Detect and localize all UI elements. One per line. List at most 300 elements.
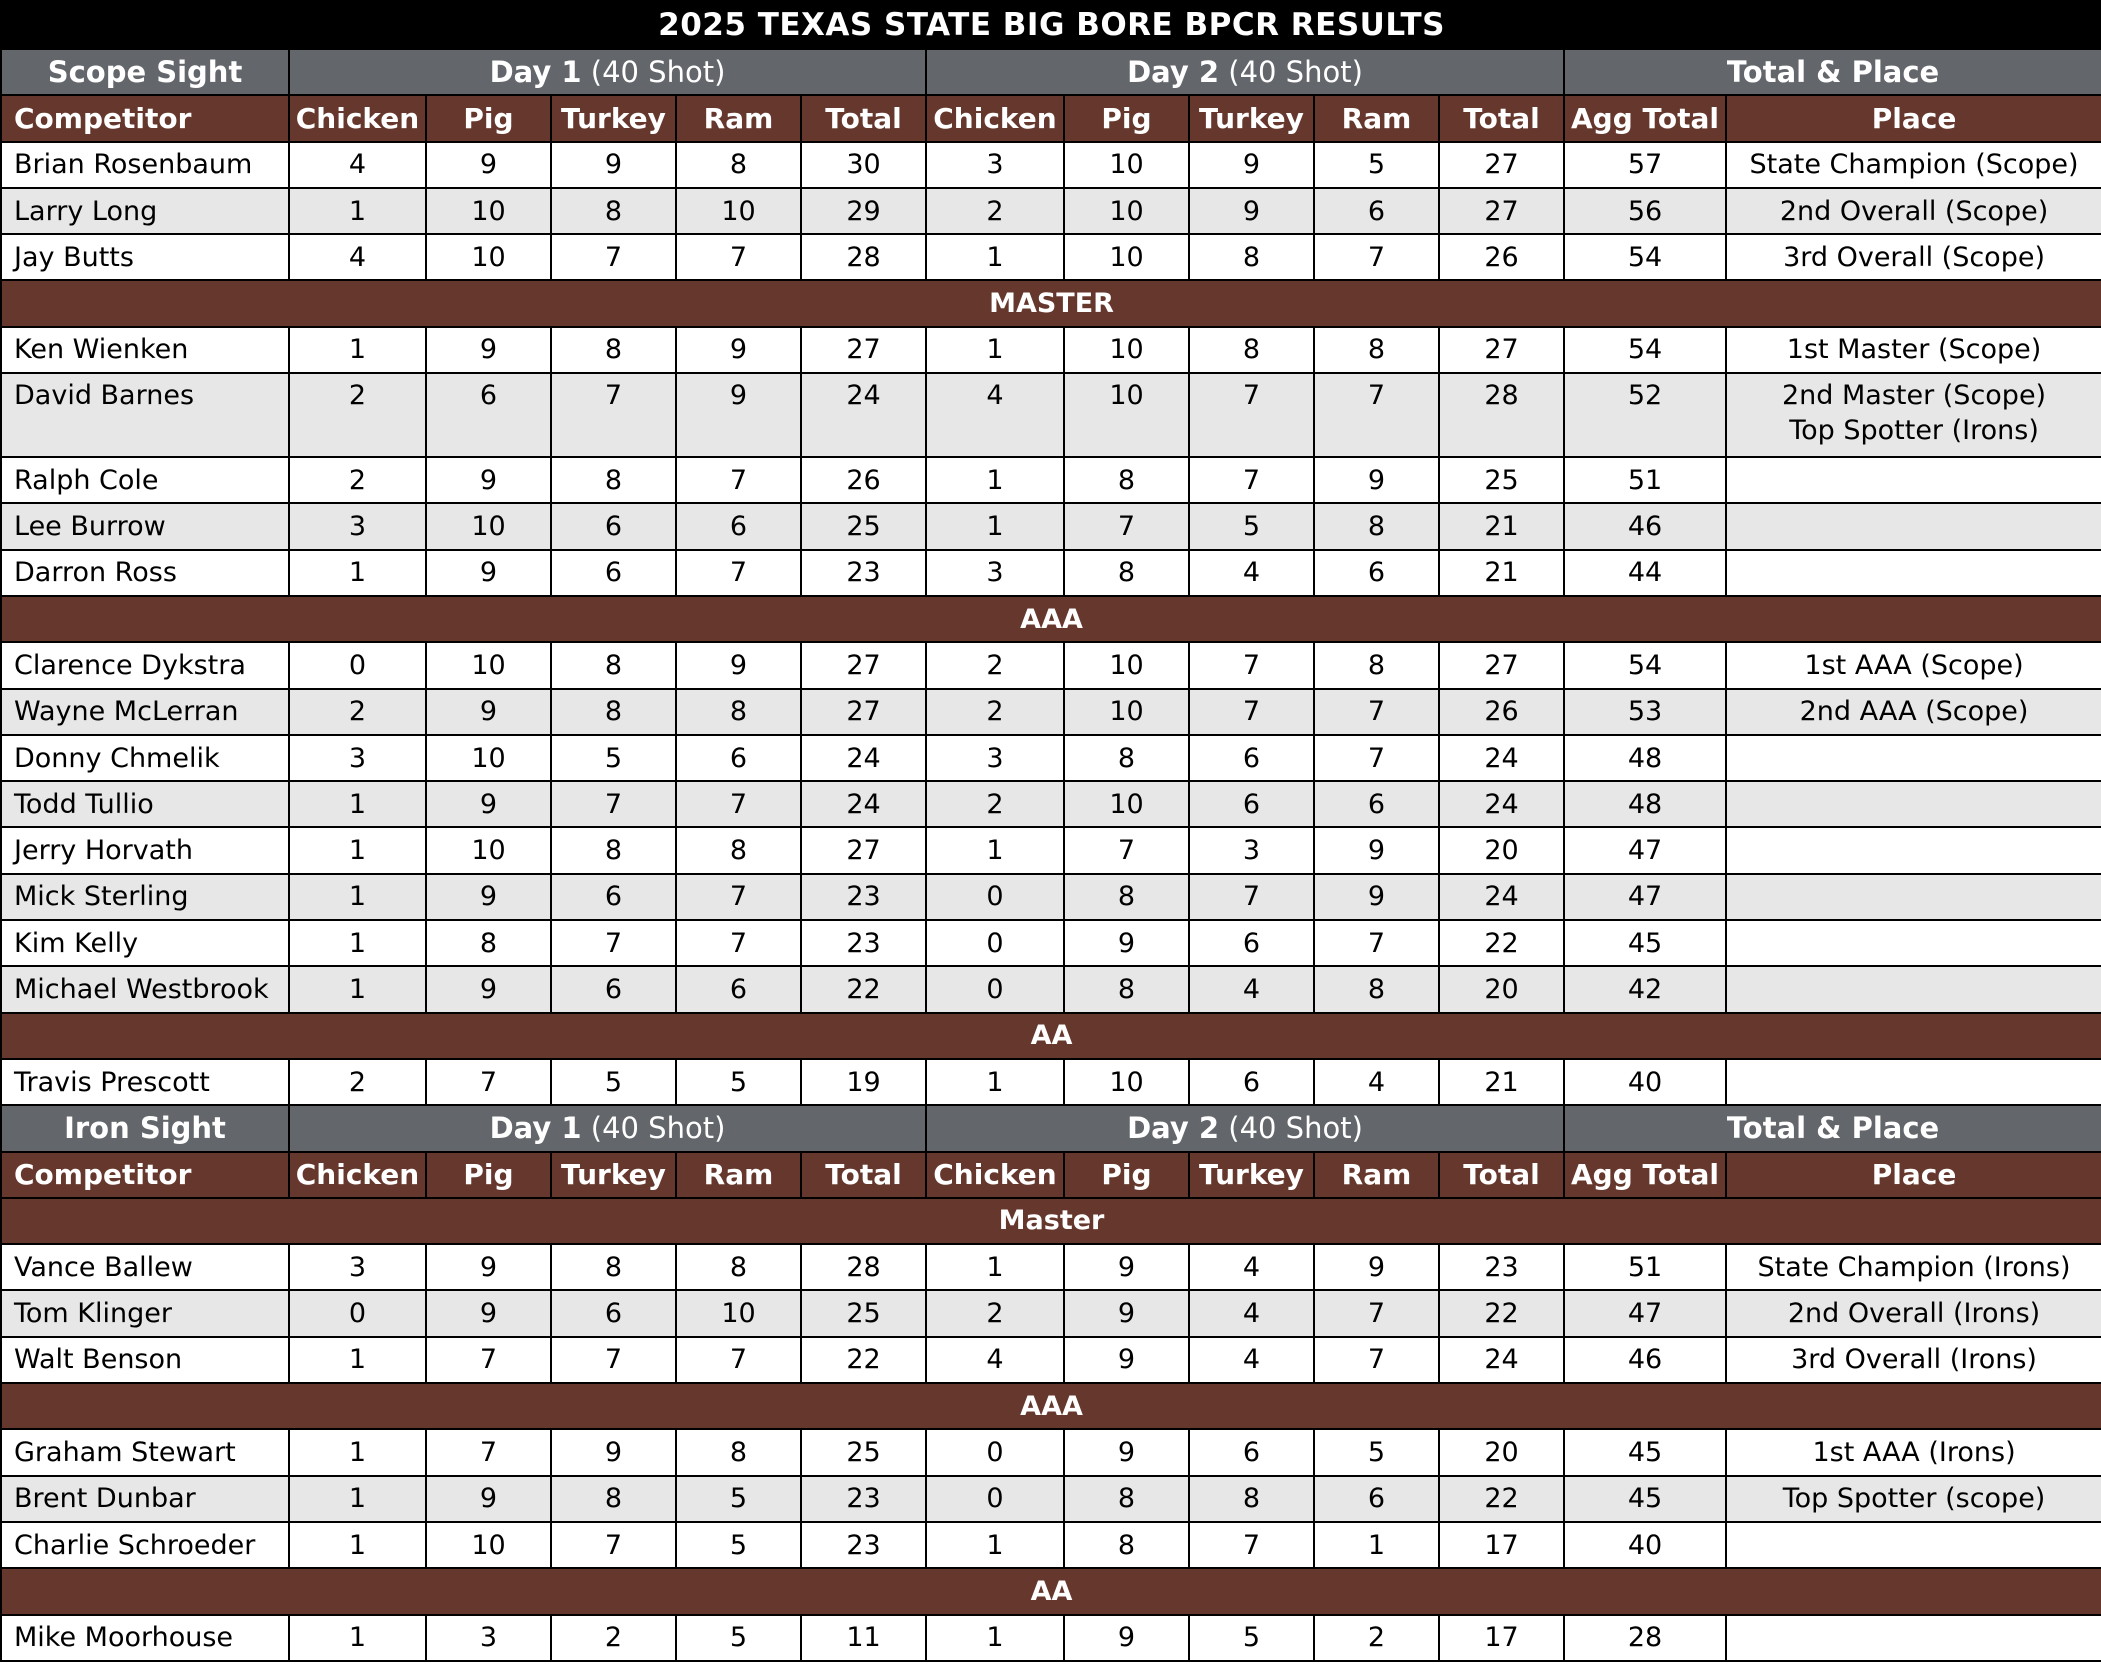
place-cell bbox=[1726, 1059, 2101, 1105]
d1-chicken-cell: 3 bbox=[289, 1244, 426, 1290]
agg-total-cell: 45 bbox=[1564, 920, 1726, 966]
d1-chicken-cell: 1 bbox=[289, 327, 426, 373]
place-cell bbox=[1726, 874, 2101, 920]
d2-chicken-cell: 3 bbox=[926, 142, 1064, 188]
column-header: Chicken bbox=[289, 1152, 426, 1198]
agg-total-cell: 48 bbox=[1564, 735, 1726, 781]
place-cell bbox=[1726, 1615, 2101, 1661]
competitor-cell: Mike Moorhouse bbox=[1, 1615, 289, 1661]
place-cell bbox=[1726, 966, 2101, 1012]
d2-turkey-cell: 6 bbox=[1189, 1059, 1314, 1105]
d1-pig-cell: 10 bbox=[426, 188, 551, 234]
total-place-header: Total & Place bbox=[1564, 49, 2101, 95]
d1-chicken-cell: 2 bbox=[289, 457, 426, 503]
d1-pig-cell: 9 bbox=[426, 457, 551, 503]
d1-pig-cell: 9 bbox=[426, 781, 551, 827]
d1-ram-cell: 7 bbox=[676, 550, 801, 596]
place-text: 2nd Overall (Irons) bbox=[1787, 1298, 2041, 1330]
column-header: Chicken bbox=[926, 1152, 1064, 1198]
d1-chicken-cell: 1 bbox=[289, 781, 426, 827]
d2-total-cell: 27 bbox=[1439, 142, 1564, 188]
d2-pig-cell: 10 bbox=[1064, 642, 1189, 688]
d1-chicken-cell: 1 bbox=[289, 1337, 426, 1383]
d1-chicken-cell: 1 bbox=[289, 1522, 426, 1568]
competitor-cell: Michael Westbrook bbox=[1, 966, 289, 1012]
table-row bbox=[1, 827, 2101, 873]
d1-turkey-cell: 8 bbox=[551, 642, 676, 688]
d1-total-cell: 26 bbox=[801, 457, 926, 503]
d1-turkey-cell: 7 bbox=[551, 920, 676, 966]
d1-total-cell: 27 bbox=[801, 327, 926, 373]
competitor-cell: Larry Long bbox=[1, 188, 289, 234]
d2-chicken-cell: 1 bbox=[926, 1522, 1064, 1568]
d2-ram-cell: 6 bbox=[1314, 1476, 1439, 1522]
agg-total-cell: 51 bbox=[1564, 457, 1726, 503]
d1-ram-cell: 8 bbox=[676, 1244, 801, 1290]
d2-ram-cell: 6 bbox=[1314, 781, 1439, 827]
section-label: MASTER bbox=[1, 280, 2101, 326]
d2-turkey-cell: 4 bbox=[1189, 1290, 1314, 1336]
d1-chicken-cell: 3 bbox=[289, 503, 426, 549]
d1-pig-cell: 6 bbox=[426, 373, 551, 457]
d1-ram-cell: 7 bbox=[676, 874, 801, 920]
d2-pig-cell: 10 bbox=[1064, 373, 1189, 457]
place-cell bbox=[1726, 188, 2101, 234]
d2-pig-cell: 8 bbox=[1064, 735, 1189, 781]
d1-total-cell: 25 bbox=[801, 503, 926, 549]
competitor-cell: Mick Sterling bbox=[1, 874, 289, 920]
table-row bbox=[1, 874, 2101, 920]
section-header-row bbox=[1, 280, 2101, 326]
d2-total-cell: 17 bbox=[1439, 1615, 1564, 1661]
d1-chicken-cell: 0 bbox=[289, 642, 426, 688]
page-title: 2025 TEXAS STATE BIG BORE BPCR RESULTS bbox=[1, 1, 2101, 49]
d2-ram-cell: 8 bbox=[1314, 642, 1439, 688]
table-row bbox=[1, 550, 2101, 596]
d1-turkey-cell: 8 bbox=[551, 827, 676, 873]
agg-total-cell: 56 bbox=[1564, 188, 1726, 234]
d2-pig-cell: 10 bbox=[1064, 689, 1189, 735]
d2-ram-cell: 9 bbox=[1314, 874, 1439, 920]
results-table-body bbox=[1, 1, 2101, 1661]
d1-turkey-cell: 6 bbox=[551, 503, 676, 549]
competitor-cell: Graham Stewart bbox=[1, 1429, 289, 1475]
column-header: Competitor bbox=[1, 95, 289, 141]
d2-chicken-cell: 0 bbox=[926, 1476, 1064, 1522]
d2-pig-cell: 7 bbox=[1064, 827, 1189, 873]
d2-turkey-cell: 4 bbox=[1189, 1337, 1314, 1383]
competitor-cell: Brent Dunbar bbox=[1, 1476, 289, 1522]
d1-ram-cell: 7 bbox=[676, 781, 801, 827]
section-header-row bbox=[1, 1568, 2101, 1614]
d1-pig-cell: 10 bbox=[426, 642, 551, 688]
d2-total-cell: 23 bbox=[1439, 1244, 1564, 1290]
place-cell bbox=[1726, 1522, 2101, 1568]
table-row bbox=[1, 1244, 2101, 1290]
d2-ram-cell: 5 bbox=[1314, 142, 1439, 188]
d2-chicken-cell: 2 bbox=[926, 1290, 1064, 1336]
d2-pig-cell: 8 bbox=[1064, 457, 1189, 503]
d2-chicken-cell: 2 bbox=[926, 689, 1064, 735]
d2-pig-cell: 10 bbox=[1064, 1059, 1189, 1105]
d2-pig-cell: 10 bbox=[1064, 327, 1189, 373]
column-header: Pig bbox=[426, 1152, 551, 1198]
d2-chicken-cell: 1 bbox=[926, 234, 1064, 280]
competitor-cell: Clarence Dykstra bbox=[1, 642, 289, 688]
day1-header bbox=[289, 1105, 926, 1151]
section-label: AA bbox=[1, 1568, 2101, 1614]
d1-ram-cell: 9 bbox=[676, 373, 801, 457]
d2-turkey-cell: 7 bbox=[1189, 689, 1314, 735]
d2-total-cell: 20 bbox=[1439, 827, 1564, 873]
day1-label: Day 1 bbox=[489, 1111, 582, 1146]
d1-ram-cell: 6 bbox=[676, 735, 801, 781]
d2-pig-cell: 8 bbox=[1064, 966, 1189, 1012]
day2-shot-note: (40 Shot) bbox=[1219, 55, 1363, 90]
d2-pig-cell: 9 bbox=[1064, 1337, 1189, 1383]
d1-chicken-cell: 4 bbox=[289, 234, 426, 280]
d1-turkey-cell: 8 bbox=[551, 188, 676, 234]
agg-total-cell: 57 bbox=[1564, 142, 1726, 188]
competitor-cell: Darron Ross bbox=[1, 550, 289, 596]
d2-total-cell: 22 bbox=[1439, 1290, 1564, 1336]
column-header: Chicken bbox=[926, 95, 1064, 141]
column-header: Turkey bbox=[1189, 1152, 1314, 1198]
table-row bbox=[1, 457, 2101, 503]
column-header: Competitor bbox=[1, 1152, 289, 1198]
d2-ram-cell: 8 bbox=[1314, 327, 1439, 373]
d2-ram-cell: 7 bbox=[1314, 920, 1439, 966]
sight-class-label: Iron Sight bbox=[1, 1105, 289, 1151]
table-row bbox=[1, 1476, 2101, 1522]
d2-chicken-cell: 0 bbox=[926, 966, 1064, 1012]
competitor-cell: David Barnes bbox=[1, 373, 289, 457]
d2-turkey-cell: 6 bbox=[1189, 735, 1314, 781]
d2-chicken-cell: 1 bbox=[926, 1244, 1064, 1290]
column-header: Total bbox=[1439, 95, 1564, 141]
d2-turkey-cell: 7 bbox=[1189, 642, 1314, 688]
d1-ram-cell: 5 bbox=[676, 1522, 801, 1568]
d2-turkey-cell: 5 bbox=[1189, 503, 1314, 549]
d1-ram-cell: 8 bbox=[676, 827, 801, 873]
d1-ram-cell: 5 bbox=[676, 1059, 801, 1105]
agg-total-cell: 46 bbox=[1564, 503, 1726, 549]
d2-turkey-cell: 6 bbox=[1189, 920, 1314, 966]
day2-label: Day 2 bbox=[1127, 1111, 1220, 1146]
d1-total-cell: 30 bbox=[801, 142, 926, 188]
competitor-cell: Tom Klinger bbox=[1, 1290, 289, 1336]
agg-total-cell: 54 bbox=[1564, 234, 1726, 280]
d1-pig-cell: 9 bbox=[426, 550, 551, 596]
competitor-cell: Jay Butts bbox=[1, 234, 289, 280]
d1-ram-cell: 5 bbox=[676, 1615, 801, 1661]
d2-ram-cell: 9 bbox=[1314, 457, 1439, 503]
d2-total-cell: 27 bbox=[1439, 327, 1564, 373]
place-text-secondary: Top Spotter (Irons) bbox=[1789, 415, 2039, 447]
d2-total-cell: 24 bbox=[1439, 874, 1564, 920]
place-text: 2nd Overall (Scope) bbox=[1779, 195, 2049, 227]
agg-total-cell: 45 bbox=[1564, 1429, 1726, 1475]
d2-ram-cell: 5 bbox=[1314, 1429, 1439, 1475]
d2-ram-cell: 7 bbox=[1314, 689, 1439, 735]
place-cell bbox=[1726, 1429, 2101, 1475]
d2-total-cell: 24 bbox=[1439, 735, 1564, 781]
section-header-row bbox=[1, 1198, 2101, 1244]
d1-ram-cell: 9 bbox=[676, 642, 801, 688]
d1-total-cell: 24 bbox=[801, 735, 926, 781]
place-cell bbox=[1726, 550, 2101, 596]
d2-turkey-cell: 4 bbox=[1189, 966, 1314, 1012]
day2-header bbox=[926, 49, 1564, 95]
column-header: Ram bbox=[1314, 95, 1439, 141]
d1-chicken-cell: 1 bbox=[289, 966, 426, 1012]
d2-pig-cell: 10 bbox=[1064, 781, 1189, 827]
d2-ram-cell: 4 bbox=[1314, 1059, 1439, 1105]
d1-chicken-cell: 2 bbox=[289, 689, 426, 735]
d1-turkey-cell: 7 bbox=[551, 1337, 676, 1383]
column-header: Ram bbox=[676, 95, 801, 141]
d1-chicken-cell: 0 bbox=[289, 1290, 426, 1336]
d2-total-cell: 28 bbox=[1439, 373, 1564, 457]
section-label: AAA bbox=[1, 596, 2101, 642]
d1-chicken-cell: 1 bbox=[289, 1429, 426, 1475]
d1-chicken-cell: 2 bbox=[289, 373, 426, 457]
d2-total-cell: 26 bbox=[1439, 234, 1564, 280]
place-cell bbox=[1726, 689, 2101, 735]
d1-total-cell: 19 bbox=[801, 1059, 926, 1105]
d1-chicken-cell: 1 bbox=[289, 827, 426, 873]
d1-pig-cell: 9 bbox=[426, 327, 551, 373]
d2-turkey-cell: 6 bbox=[1189, 781, 1314, 827]
column-header: Pig bbox=[426, 95, 551, 141]
agg-total-cell: 46 bbox=[1564, 1337, 1726, 1383]
d2-turkey-cell: 9 bbox=[1189, 142, 1314, 188]
d2-chicken-cell: 2 bbox=[926, 781, 1064, 827]
column-header: Place bbox=[1726, 1152, 2101, 1198]
d1-turkey-cell: 7 bbox=[551, 373, 676, 457]
d2-turkey-cell: 5 bbox=[1189, 1615, 1314, 1661]
d2-pig-cell: 8 bbox=[1064, 874, 1189, 920]
d1-total-cell: 23 bbox=[801, 1476, 926, 1522]
d1-turkey-cell: 6 bbox=[551, 550, 676, 596]
d1-ram-cell: 10 bbox=[676, 1290, 801, 1336]
d2-total-cell: 24 bbox=[1439, 781, 1564, 827]
d1-turkey-cell: 8 bbox=[551, 327, 676, 373]
d2-ram-cell: 7 bbox=[1314, 735, 1439, 781]
d1-turkey-cell: 6 bbox=[551, 874, 676, 920]
d2-turkey-cell: 8 bbox=[1189, 234, 1314, 280]
d2-turkey-cell: 7 bbox=[1189, 373, 1314, 457]
column-header: Agg Total bbox=[1564, 1152, 1726, 1198]
d2-total-cell: 24 bbox=[1439, 1337, 1564, 1383]
d2-turkey-cell: 7 bbox=[1189, 874, 1314, 920]
d2-total-cell: 27 bbox=[1439, 642, 1564, 688]
d1-pig-cell: 9 bbox=[426, 689, 551, 735]
place-cell bbox=[1726, 1476, 2101, 1522]
competitor-cell: Ken Wienken bbox=[1, 327, 289, 373]
d1-chicken-cell: 1 bbox=[289, 920, 426, 966]
d1-total-cell: 23 bbox=[801, 920, 926, 966]
d1-ram-cell: 7 bbox=[676, 920, 801, 966]
d1-ram-cell: 8 bbox=[676, 142, 801, 188]
d1-ram-cell: 7 bbox=[676, 457, 801, 503]
competitor-cell: Ralph Cole bbox=[1, 457, 289, 503]
d1-total-cell: 28 bbox=[801, 234, 926, 280]
total-place-header: Total & Place bbox=[1564, 1105, 2101, 1151]
place-cell bbox=[1726, 503, 2101, 549]
table-row bbox=[1, 735, 2101, 781]
competitor-cell: Vance Ballew bbox=[1, 1244, 289, 1290]
agg-total-cell: 45 bbox=[1564, 1476, 1726, 1522]
d1-pig-cell: 9 bbox=[426, 874, 551, 920]
place-cell bbox=[1726, 142, 2101, 188]
d1-total-cell: 23 bbox=[801, 550, 926, 596]
agg-total-cell: 47 bbox=[1564, 1290, 1726, 1336]
d1-total-cell: 27 bbox=[801, 642, 926, 688]
d1-pig-cell: 9 bbox=[426, 1290, 551, 1336]
d2-total-cell: 26 bbox=[1439, 689, 1564, 735]
d2-chicken-cell: 3 bbox=[926, 550, 1064, 596]
place-cell bbox=[1726, 1244, 2101, 1290]
d2-ram-cell: 6 bbox=[1314, 188, 1439, 234]
d1-turkey-cell: 7 bbox=[551, 781, 676, 827]
d1-turkey-cell: 7 bbox=[551, 1522, 676, 1568]
d2-pig-cell: 8 bbox=[1064, 1476, 1189, 1522]
place-cell bbox=[1726, 735, 2101, 781]
d1-turkey-cell: 2 bbox=[551, 1615, 676, 1661]
column-header: Total bbox=[801, 1152, 926, 1198]
agg-total-cell: 54 bbox=[1564, 327, 1726, 373]
d2-turkey-cell: 4 bbox=[1189, 550, 1314, 596]
agg-total-cell: 53 bbox=[1564, 689, 1726, 735]
sight-class-label: Scope Sight bbox=[1, 49, 289, 95]
d1-turkey-cell: 9 bbox=[551, 1429, 676, 1475]
table-row bbox=[1, 1615, 2101, 1661]
agg-total-cell: 47 bbox=[1564, 874, 1726, 920]
d2-pig-cell: 7 bbox=[1064, 503, 1189, 549]
d2-ram-cell: 9 bbox=[1314, 1244, 1439, 1290]
competitor-cell: Charlie Schroeder bbox=[1, 1522, 289, 1568]
d2-pig-cell: 9 bbox=[1064, 920, 1189, 966]
d2-turkey-cell: 4 bbox=[1189, 1244, 1314, 1290]
d2-turkey-cell: 7 bbox=[1189, 457, 1314, 503]
d1-total-cell: 27 bbox=[801, 827, 926, 873]
agg-total-cell: 52 bbox=[1564, 373, 1726, 457]
d2-turkey-cell: 6 bbox=[1189, 1429, 1314, 1475]
d2-chicken-cell: 0 bbox=[926, 920, 1064, 966]
table-row bbox=[1, 503, 2101, 549]
section-header-row bbox=[1, 1013, 2101, 1059]
d1-total-cell: 28 bbox=[801, 1244, 926, 1290]
d1-chicken-cell: 1 bbox=[289, 1476, 426, 1522]
table-row bbox=[1, 966, 2101, 1012]
d2-chicken-cell: 3 bbox=[926, 735, 1064, 781]
place-text: 1st AAA (Irons) bbox=[1812, 1436, 2016, 1468]
place-cell bbox=[1726, 327, 2101, 373]
table-row bbox=[1, 1522, 2101, 1568]
d2-turkey-cell: 8 bbox=[1189, 1476, 1314, 1522]
d2-turkey-cell: 8 bbox=[1189, 327, 1314, 373]
d1-total-cell: 22 bbox=[801, 1337, 926, 1383]
d2-pig-cell: 10 bbox=[1064, 234, 1189, 280]
column-header: Place bbox=[1726, 95, 2101, 141]
section-header-row bbox=[1, 596, 2101, 642]
d2-total-cell: 17 bbox=[1439, 1522, 1564, 1568]
d2-pig-cell: 10 bbox=[1064, 142, 1189, 188]
d1-chicken-cell: 4 bbox=[289, 142, 426, 188]
d2-total-cell: 20 bbox=[1439, 1429, 1564, 1475]
place-text: 1st Master (Scope) bbox=[1786, 334, 2042, 366]
d2-pig-cell: 8 bbox=[1064, 1522, 1189, 1568]
d1-pig-cell: 9 bbox=[426, 966, 551, 1012]
d2-ram-cell: 8 bbox=[1314, 966, 1439, 1012]
d1-ram-cell: 7 bbox=[676, 1337, 801, 1383]
table-row bbox=[1, 1337, 2101, 1383]
d2-chicken-cell: 1 bbox=[926, 457, 1064, 503]
place-text: 2nd Master (Scope) bbox=[1781, 380, 2047, 412]
day1-shot-note: (40 Shot) bbox=[581, 1111, 726, 1146]
d1-ram-cell: 8 bbox=[676, 1429, 801, 1475]
d1-total-cell: 23 bbox=[801, 874, 926, 920]
d1-pig-cell: 9 bbox=[426, 142, 551, 188]
d1-turkey-cell: 5 bbox=[551, 1059, 676, 1105]
d2-chicken-cell: 0 bbox=[926, 874, 1064, 920]
d2-turkey-cell: 3 bbox=[1189, 827, 1314, 873]
table-row bbox=[1, 781, 2101, 827]
place-cell bbox=[1726, 827, 2101, 873]
agg-total-cell: 42 bbox=[1564, 966, 1726, 1012]
d2-chicken-cell: 2 bbox=[926, 642, 1064, 688]
d1-turkey-cell: 8 bbox=[551, 1476, 676, 1522]
d1-turkey-cell: 6 bbox=[551, 966, 676, 1012]
d2-turkey-cell: 9 bbox=[1189, 188, 1314, 234]
d1-pig-cell: 7 bbox=[426, 1059, 551, 1105]
table-row bbox=[1, 1429, 2101, 1475]
column-header: Turkey bbox=[551, 95, 676, 141]
d2-chicken-cell: 1 bbox=[926, 1059, 1064, 1105]
place-text: State Champion (Irons) bbox=[1757, 1251, 2071, 1283]
d2-chicken-cell: 1 bbox=[926, 503, 1064, 549]
column-header: Chicken bbox=[289, 95, 426, 141]
place-text: Top Spotter (scope) bbox=[1782, 1483, 2046, 1515]
d2-pig-cell: 10 bbox=[1064, 188, 1189, 234]
competitor-cell: Lee Burrow bbox=[1, 503, 289, 549]
d2-pig-cell: 9 bbox=[1064, 1429, 1189, 1475]
d1-total-cell: 24 bbox=[801, 373, 926, 457]
place-text: 3rd Overall (Irons) bbox=[1791, 1344, 2037, 1376]
column-header: Pig bbox=[1064, 95, 1189, 141]
place-cell bbox=[1726, 920, 2101, 966]
d1-ram-cell: 10 bbox=[676, 188, 801, 234]
d1-ram-cell: 6 bbox=[676, 503, 801, 549]
section-label: Master bbox=[1, 1198, 2101, 1244]
column-header: Total bbox=[801, 95, 926, 141]
d1-total-cell: 27 bbox=[801, 689, 926, 735]
d2-total-cell: 21 bbox=[1439, 1059, 1564, 1105]
competitor-cell: Donny Chmelik bbox=[1, 735, 289, 781]
agg-total-cell: 54 bbox=[1564, 642, 1726, 688]
agg-total-cell: 47 bbox=[1564, 827, 1726, 873]
place-text: State Champion (Scope) bbox=[1749, 149, 2079, 181]
d2-total-cell: 22 bbox=[1439, 1476, 1564, 1522]
d2-ram-cell: 9 bbox=[1314, 827, 1439, 873]
competitor-cell: Wayne McLerran bbox=[1, 689, 289, 735]
d2-chicken-cell: 0 bbox=[926, 1429, 1064, 1475]
d2-chicken-cell: 4 bbox=[926, 1337, 1064, 1383]
d2-pig-cell: 9 bbox=[1064, 1244, 1189, 1290]
d2-pig-cell: 8 bbox=[1064, 550, 1189, 596]
table-row bbox=[1, 327, 2101, 373]
